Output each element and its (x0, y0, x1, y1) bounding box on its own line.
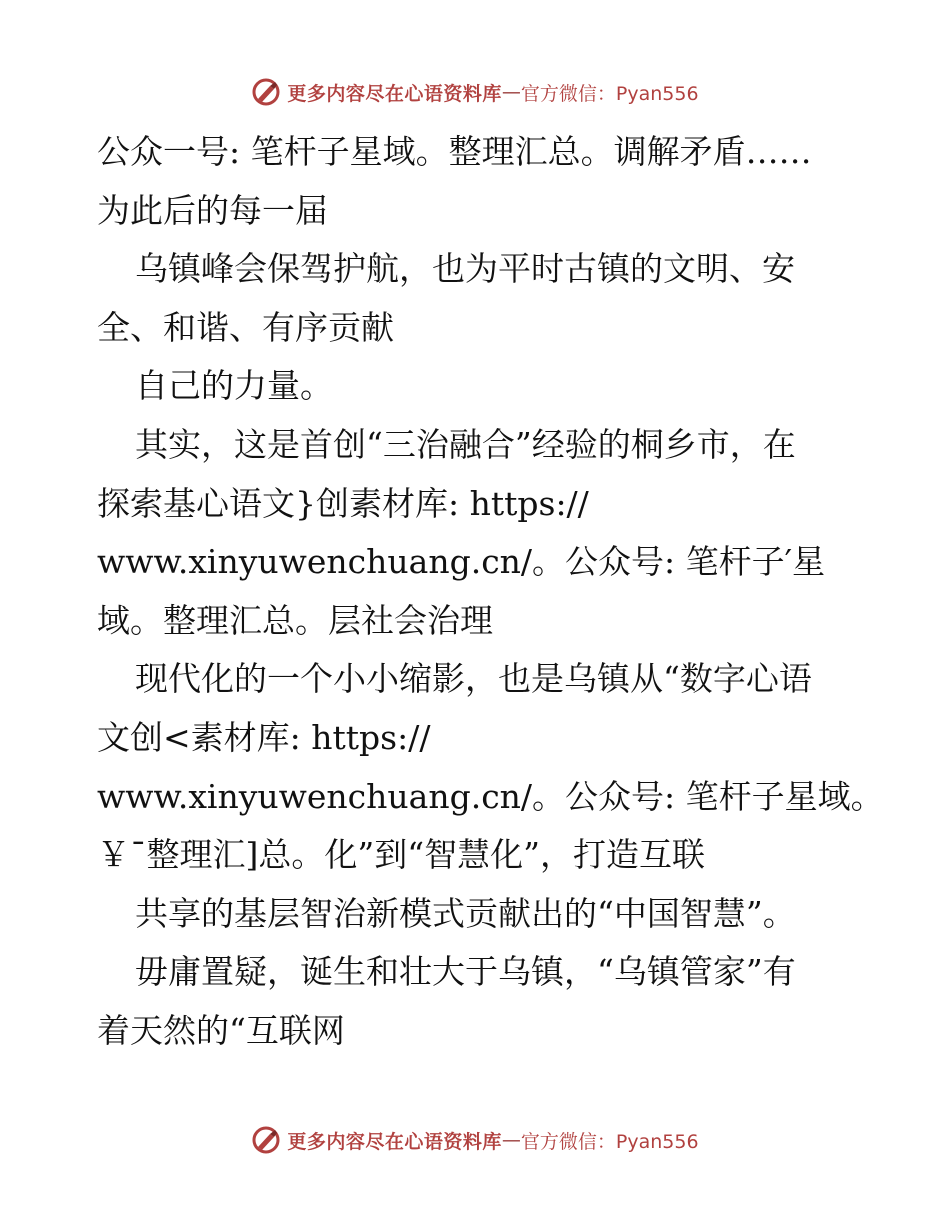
banner-title: 更多内容尽在心语资料库 (287, 82, 502, 105)
document-body (97, 123, 884, 1061)
body-line: 毋庸置疑，诞生和壮大于乌镇，“乌镇管家”有 (135, 952, 796, 992)
body-line: www.xinyuwenchuang.cn/。公众号: 笔杆子′星 (97, 542, 826, 582)
banner-title: 更多内容尽在心语资料库 (287, 1130, 502, 1153)
banner-separator: — (501, 1129, 521, 1151)
body-line: 探索基心语文}创素材库: https:// (97, 483, 589, 523)
body-line: 现代化的一个小小缩影，也是乌镇从“数字心语 (135, 659, 812, 699)
logo-icon (251, 77, 281, 107)
banner-separator: — (501, 81, 521, 103)
body-line: 为此后的每一届 (97, 190, 328, 230)
body-line: 其实，这是首创“三治融合”经验的桐乡市，在 (135, 424, 796, 464)
header-banner (0, 72, 950, 112)
body-line: www.xinyuwenchuang.cn/。公众号: 笔杆子星域。 (97, 776, 884, 816)
body-line: ￥¯整理汇]总。化”到“智慧化”，打造互联 (97, 835, 705, 875)
body-line: 文创<素材库: https:// (97, 717, 431, 757)
body-line: 域。整理汇总。层社会治理 (97, 600, 493, 640)
body-line: 共享的基层智治新模式贡献出的“中国智慧”。 (135, 893, 796, 933)
body-line: 自己的力量。 (135, 366, 333, 406)
footer-banner (0, 1120, 950, 1160)
logo-icon (251, 1125, 281, 1155)
banner-contact: 官方微信：Pyan556 (520, 1130, 699, 1153)
banner-contact: 官方微信：Pyan556 (520, 82, 699, 105)
body-line: 公众一号: 笔杆子星域。整理汇总。调解矛盾…… (97, 132, 812, 171)
body-line: 全、和谐、有序贡献 (97, 307, 394, 347)
body-line: 乌镇峰会保驾护航，也为平时古镇的文明、安 (135, 249, 795, 289)
body-line: 着天然的“互联网 (97, 1010, 345, 1050)
